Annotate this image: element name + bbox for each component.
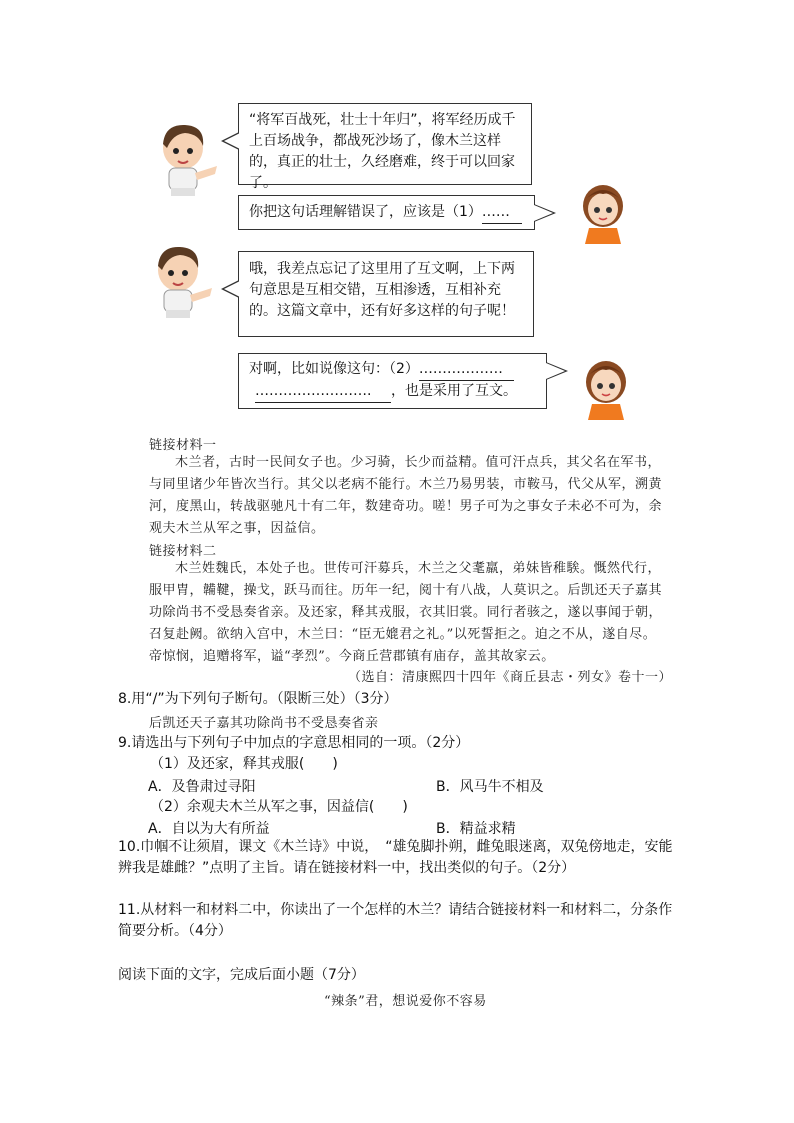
- reading-title: “辣条”君，想说爱你不容易: [324, 994, 487, 1009]
- bubble-text: ，也是采用了互文。: [391, 383, 517, 399]
- answer-blank: ……: [482, 202, 522, 224]
- question-9-sub-1: （1）及还家，释其戎服( ): [150, 756, 338, 772]
- reading-intro: 阅读下面的文字，完成后面小题（7分）: [118, 967, 365, 983]
- bubble-text: “将军百战死，壮士十年归”，将军经历成千上百场战争，都战死沙场了，像木兰这样的，真正的壮士，久经磨难，终于可以回家了。: [249, 112, 516, 191]
- girl-cartoon-icon: [575, 180, 631, 246]
- speech-bubble-girl-2: [238, 353, 547, 409]
- bubble-text: 哦，我差点忘记了这里用了互文啊，上下两句意思是互相交错，互相渗透，互相补充的。这篇文章中，还有好多这样的句子呢！: [249, 261, 515, 319]
- material-paragraph-1: 木兰者，古时一民间女子也。少习骑，长少而益精。值可汗点兵，其父名在军书，与同里诸少年皆次当行。其父以老病不能行。木兰乃易男装，市鞍马，代父从军，溯黄河，度黑山，转战驱驰凡十有二年，数建奇功。嗟！男子可为之事女子未必不可为，余观夫木兰从军之事，因益信。: [149, 455, 663, 536]
- answer-blank: ………………: [419, 359, 514, 381]
- boy-cartoon-icon: [155, 118, 221, 198]
- girl-cartoon-icon: [578, 356, 634, 422]
- speech-bubble-girl-1: [238, 195, 535, 230]
- speech-bubble-boy-1: [238, 103, 532, 191]
- question-9-1-option-b: B．风马牛不相及: [436, 779, 544, 795]
- question-8: 8.用“/”为下列句子断句。（限断三处）（3分）: [118, 691, 398, 707]
- bubble-text: 你把这句话理解错误了，应该是（1）: [249, 204, 482, 220]
- question-8-sentence: 后凯还天子嘉其功除尚书不受恳奏省亲: [149, 716, 379, 731]
- speech-bubble-boy-2: [238, 251, 534, 337]
- bubble-text: 对啊，比如说像这句：（2）: [249, 361, 419, 377]
- question-11-line-2: 简要分析。（4分）: [118, 923, 232, 939]
- question-9-2-option-b: B．精益求精: [436, 821, 516, 837]
- material-title-1: 链接材料一: [149, 438, 217, 453]
- question-9-2-option-a: A．自以为大有所益: [148, 821, 270, 837]
- question-9-sub-2: （2）余观夫木兰从军之事，因益信( ): [150, 799, 408, 815]
- question-9: 9.请选出与下列句子中加点的字意思相同的一项。（2分）: [118, 735, 470, 751]
- material-source: （选自：清康熙四十四年《商丘县志・列女》卷十一）: [348, 670, 673, 685]
- question-10-line-2: 辨我是雄雌？”点明了主旨。请在链接材料一中，找出类似的句子。（2分）: [118, 860, 576, 876]
- question-9-1-option-a: A．及鲁肃过寻阳: [148, 779, 256, 795]
- question-11-line-1: 11.从材料一和材料二中，你读出了一个怎样的木兰？请结合链接材料一和材料二，分条作: [118, 902, 673, 918]
- boy-cartoon-icon: [150, 240, 216, 320]
- question-10-line-1: 10.巾帼不让须眉，课文《木兰诗》中说， “雄兔脚扑朔，雌兔眼迷离，双兔傍地走，安能: [118, 839, 673, 855]
- material-title-2: 链接材料二: [149, 544, 217, 559]
- material-paragraph-2: 木兰姓魏氏，本处子也。世传可汗募兵，木兰之父耄羸，弟妹皆稚騃。慨然代行，服甲胄，韛鞬，操戈，跃马而往。历年一纪，阅十有八战，人莫识之。后凯还天子嘉其功除尚书不受恳奏省亲。及还家，释其戎服，衣其旧裳。同行者骇之，遂以事闻于朝，召复赴阙。欲纳入宫中，木兰曰：“臣无媲君之礼。”以死誓拒之。迫之不从，遂自尽。帝惊悯，追赠将军，谥“孝烈”。今商丘营郡镇有庙存，盖其故家云。: [149, 561, 663, 664]
- answer-blank: …………………….: [255, 381, 391, 403]
